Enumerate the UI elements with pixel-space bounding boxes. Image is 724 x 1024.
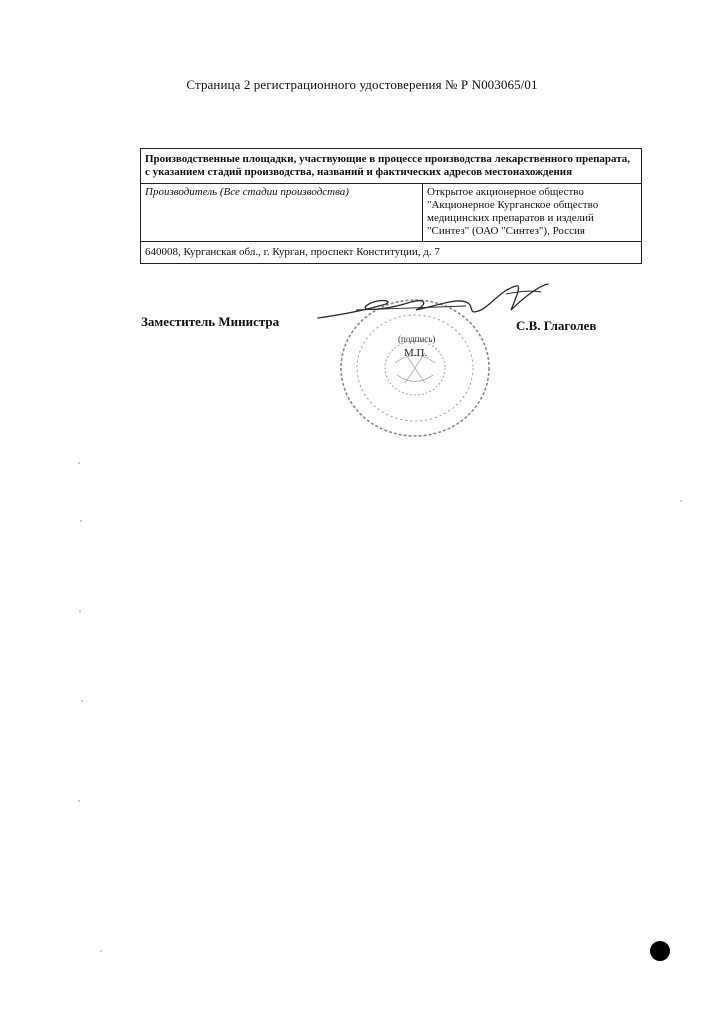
- manufacturer-role-cell: Производитель (Все стадии производства): [141, 184, 423, 241]
- signature-caption: (подпись): [398, 334, 436, 344]
- signatory-name: С.В. Глаголев: [516, 318, 597, 333]
- address-cell: 640008, Курганская обл., г. Курган, проспект Конституции, д. 7: [145, 246, 440, 258]
- scan-speck: [78, 462, 80, 464]
- scan-speck: [78, 800, 80, 802]
- scan-speck: [100, 950, 102, 952]
- page-header: Страница 2 регистрационного удостоверения № Р N003065/01: [186, 77, 538, 92]
- table-header-row: [141, 149, 641, 184]
- manufacturer-name-cell: Открытое акционерное общество "Акционерное Курганское общество медицинских препаратов и изделий "Синтез" (ОАО "Синтез"), Россия: [427, 186, 599, 237]
- scan-speck: [680, 500, 682, 502]
- production-sites-table: [140, 148, 642, 264]
- signatory-title: Заместитель Министра: [141, 314, 280, 329]
- punch-hole-mark: [650, 941, 670, 961]
- scan-speck: [81, 700, 83, 702]
- stamp-place-label: М.П.: [404, 347, 428, 359]
- table-header-cell: Производственные площадки, участвующие в процессе производства лекарственного препарата, с указанием стадий производства, названий и фактических адресов местонахождения: [145, 153, 631, 178]
- table-row: [141, 242, 641, 263]
- scan-speck: [80, 520, 82, 522]
- table-row: [141, 184, 641, 242]
- scan-speck: [79, 610, 81, 612]
